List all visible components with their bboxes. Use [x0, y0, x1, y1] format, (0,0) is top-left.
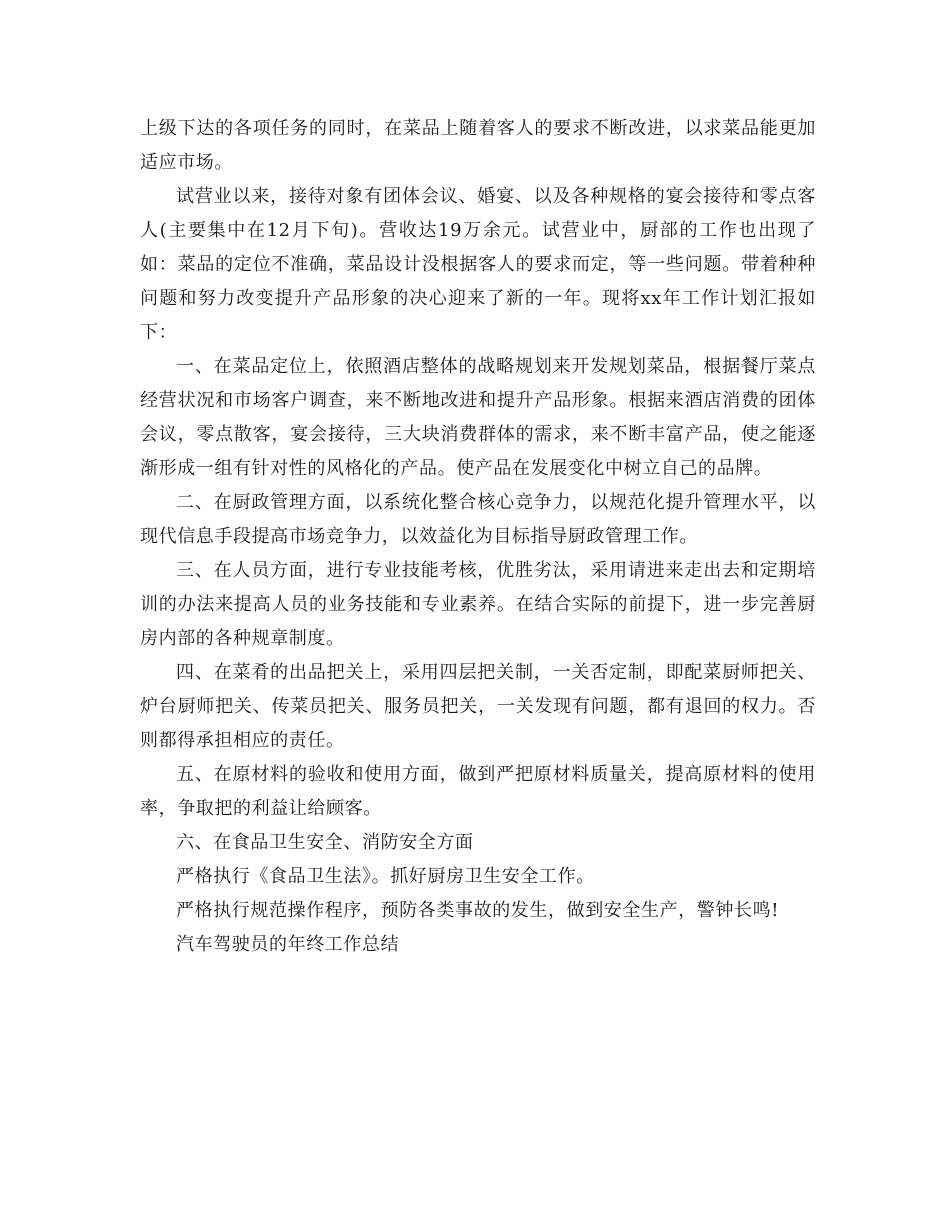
paragraph-trial-operation: 试营业以来，接待对象有团体会议、婚宴、以及各种规格的宴会接待和零点客人(主要集中在12月下旬)。营收达19万余元。试营业中，厨部的工作也出现了如：菜品的定位不准确，菜品设计没根据客人的要求而定，等一些问题。带着种种问题和努力改变提升产品形象的决心迎来了新的一年。现将xx年工作计划汇报如下：	[140, 186, 816, 343]
paragraph-food-hygiene-law: 严格执行《食品卫生法》。抓好厨房卫生安全工作。	[176, 866, 595, 887]
paragraph-safe-operation: 严格执行规范操作程序，预防各类事故的发生，做到安全生产，警钟长鸣!	[176, 900, 780, 921]
paragraph-item-3-personnel: 三、在人员方面，进行专业技能考核，优胜劣汰，采用请进来走出去和定期培训的办法来提高人员的业务技能和专业素养。在结合实际的前提下，进一步完善厨房内部的各种规章制度。	[140, 560, 816, 649]
paragraph-item-4-quality-control: 四、在菜肴的出品把关上，采用四层把关制，一关否定制，即配菜厨师把关、炉台厨师把关、传菜员把关、服务员把关，一关发现有问题，都有退回的权力。否则都得承担相应的责任。	[140, 662, 816, 751]
paragraph-item-2-kitchen-management: 二、在厨政管理方面，以系统化整合核心竞争力，以规范化提升管理水平，以现代信息手段提高市场竞争力，以效益化为目标指导厨政管理工作。	[140, 492, 816, 547]
paragraph-item-6-safety-heading: 六、在食品卫生安全、消防安全方面	[176, 832, 474, 853]
paragraph-next-title: 汽车驾驶员的年终工作总结	[176, 934, 400, 955]
document-body	[140, 112, 816, 962]
paragraph-continuation: 上级下达的各项任务的同时，在菜品上随着客人的要求不断改进，以求菜品能更加适应市场。	[140, 118, 816, 173]
paragraph-item-5-raw-materials: 五、在原材料的验收和使用方面，做到严把原材料质量关，提高原材料的使用率，争取把的利益让给顾客。	[140, 764, 816, 819]
paragraph-item-1-dish-positioning: 一、在菜品定位上，依照酒店整体的战略规划来开发规划菜品，根据餐厅菜点经营状况和市场客户调查，来不断地改进和提升产品形象。根据来酒店消费的团体会议，零点散客，宴会接待，三大块消费群体的需求，来不断丰富产品，使之能逐渐形成一组有针对性的风格化的产品。使产品在发展变化中树立自己的品牌。	[140, 356, 816, 479]
